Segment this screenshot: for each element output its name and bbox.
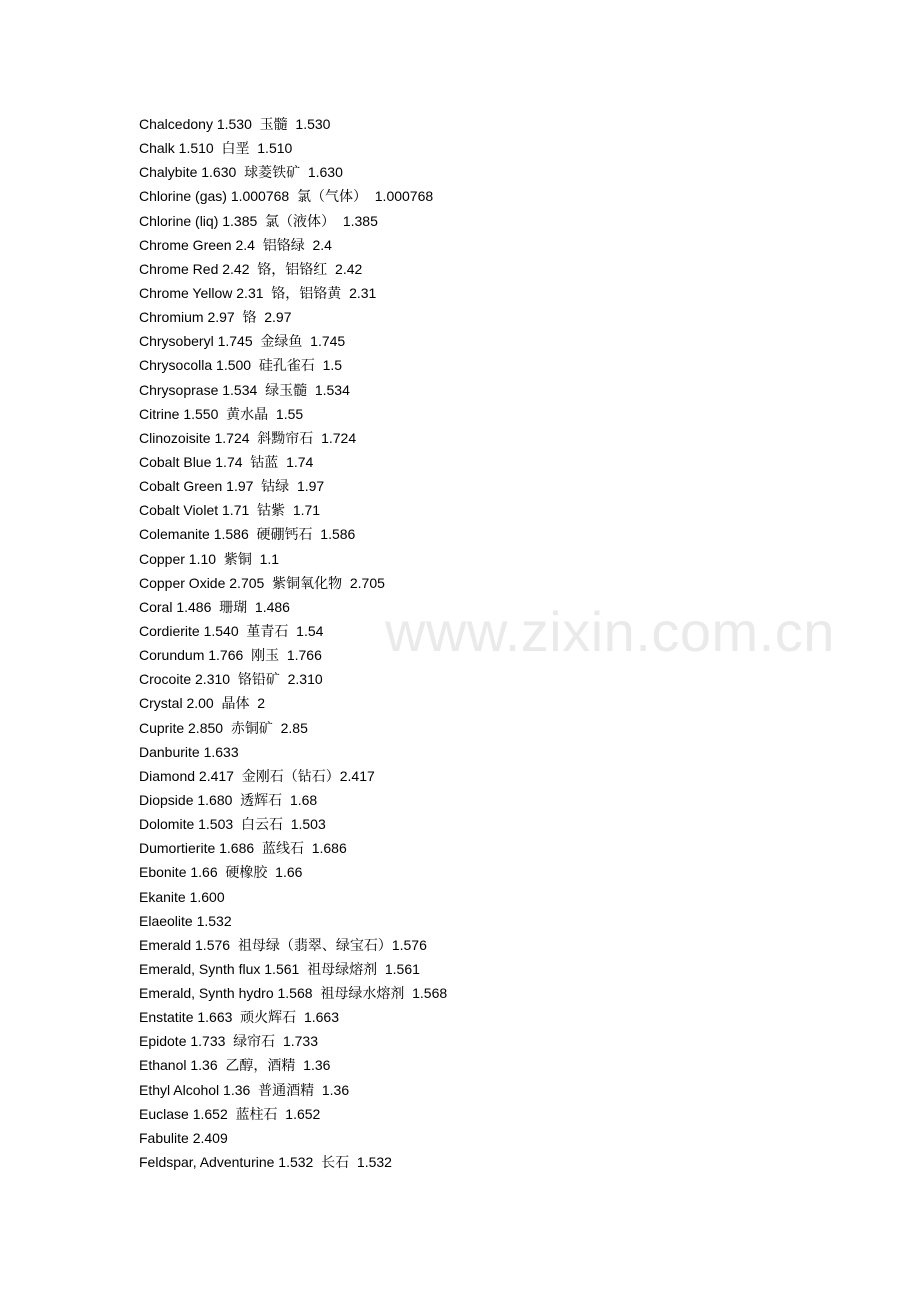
list-item: Diamond 2.417 金刚石（钻石）2.417: [139, 767, 375, 784]
watermark: www.zixin.com.cn: [385, 600, 835, 663]
list-item: Chrysoberyl 1.745 金绿鱼 1.745: [139, 333, 346, 350]
list-item: Colemanite 1.586 硬硼钙石 1.586: [139, 526, 356, 543]
list-item: Euclase 1.652 蓝柱石 1.652: [139, 1105, 321, 1122]
list-item: Fabulite 2.409: [139, 1129, 228, 1146]
list-item: Chalcedony 1.530 玉髓 1.530: [139, 116, 331, 132]
list-item: Coral 1.486 珊瑚 1.486: [139, 598, 290, 615]
list-item: Cordierite 1.540 堇青石 1.54: [139, 622, 324, 639]
list-item: Chrysoprase 1.534 绿玉髓 1.534: [139, 381, 350, 398]
list-item: Crystal 2.00 晶体 2: [139, 695, 266, 712]
list-item: Ethyl Alcohol 1.36 普通酒精 1.36: [139, 1081, 350, 1098]
list-item: Epidote 1.733 绿帘石 1.733: [139, 1033, 318, 1050]
list-item: Crocoite 2.310 铬铅矿 2.310: [139, 671, 323, 688]
list-item: Ethanol 1.36 乙醇，酒精 1.36: [139, 1057, 331, 1074]
list-item: Chlorine (gas) 1.000768 氯（气体） 1.000768: [139, 188, 434, 205]
list-item: Emerald, Synth hydro 1.568 祖母绿水熔剂 1.568: [139, 985, 448, 1002]
list-item: Emerald, Synth flux 1.561 祖母绿熔剂 1.561: [139, 960, 420, 977]
list-item: Chlorine (liq) 1.385 氯（液体） 1.385: [139, 212, 378, 229]
list-item: Cobalt Violet 1.71 钴紫 1.71: [139, 502, 321, 519]
list-item: Chrysocolla 1.500 硅孔雀石 1.5: [139, 357, 343, 374]
list-item: Copper Oxide 2.705 紫铜氧化物 2.705: [139, 574, 385, 591]
list-item: Dolomite 1.503 白云石 1.503: [139, 816, 326, 833]
list-item: Cobalt Green 1.97 钴绿 1.97: [139, 478, 325, 495]
list-item: Cuprite 2.850 赤铜矿 2.85: [139, 719, 308, 736]
list-item: Chalk 1.510 白垩 1.510: [139, 140, 293, 157]
list-item: Citrine 1.550 黄水晶 1.55: [139, 405, 304, 422]
list-item: Corundum 1.766 刚玉 1.766: [139, 647, 322, 664]
list-item: Ekanite 1.600: [139, 888, 225, 905]
list-item: Copper 1.10 紫铜 1.1: [139, 550, 280, 567]
list-item: Diopside 1.680 透辉石 1.68: [139, 791, 318, 808]
list-item: Dumortierite 1.686 蓝线石 1.686: [139, 840, 347, 857]
list-item: Clinozoisite 1.724 斜黝帘石 1.724: [139, 429, 357, 446]
list-item: Chrome Yellow 2.31 铬，铝铬黄 2.31: [139, 284, 377, 301]
list-item: Chrome Green 2.4 铝铬绿 2.4: [139, 236, 332, 253]
list-item: Chrome Red 2.42 铬，铝铬红 2.42: [139, 260, 363, 277]
refractive-index-list: [139, 112, 447, 1174]
list-item: Feldspar, Adventurine 1.532 长石 1.532: [139, 1154, 392, 1171]
list-item: Ebonite 1.66 硬橡胶 1.66: [139, 864, 303, 881]
list-item: Cobalt Blue 1.74 钴蓝 1.74: [139, 453, 314, 470]
list-item: Chalybite 1.630 球菱铁矿 1.630: [139, 164, 343, 181]
list-item: Chromium 2.97 铬 2.97: [139, 309, 292, 326]
list-item: Emerald 1.576 祖母绿（翡翠、绿宝石）1.576: [139, 936, 427, 953]
list-item: Elaeolite 1.532: [139, 912, 232, 929]
list-item: Danburite 1.633: [139, 743, 239, 760]
list-item: Enstatite 1.663 顽火辉石 1.663: [139, 1009, 339, 1026]
